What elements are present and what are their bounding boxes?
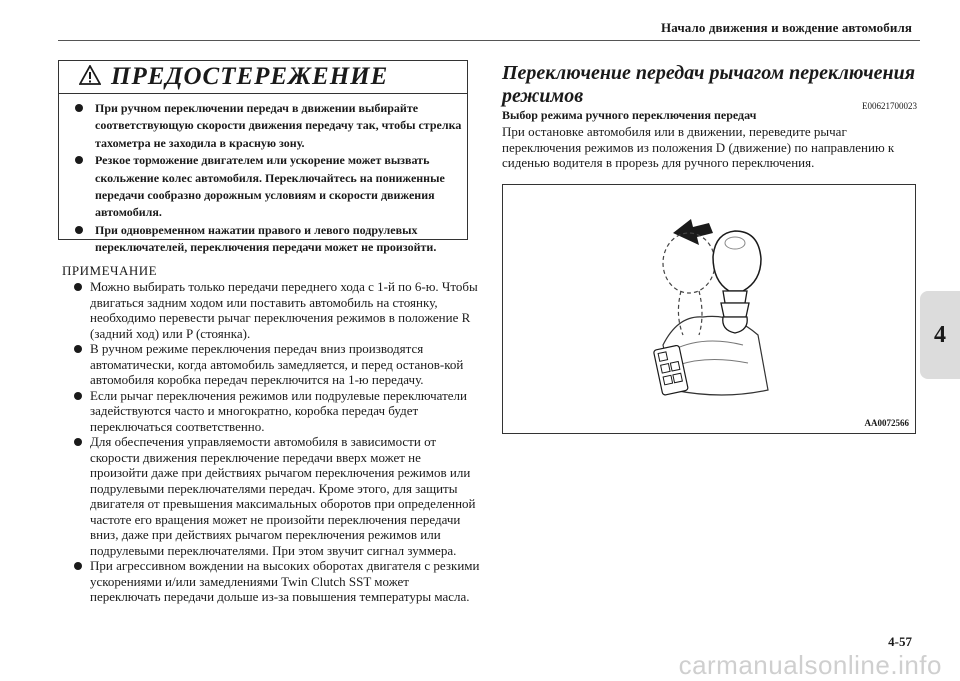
note-item: При агрессивном вождении на высоких оборотах двигателя с резкими ускорениями и/или замедлениями Twin Clutch SST может переключать передачи дольше из-за повышения температуры масла. bbox=[90, 558, 480, 604]
chapter-number: 4 bbox=[934, 321, 946, 348]
note-list bbox=[90, 279, 480, 605]
warning-triangle-icon bbox=[79, 65, 101, 90]
note-item: Если рычаг переключения режимов или подрулевые переключатели задействуются часто и многократно, коробка передач будет переключаться соответственно. bbox=[90, 388, 480, 435]
warning-title: ПРЕДОСТЕРЕЖЕНИЕ bbox=[111, 63, 389, 90]
warning-item: При одновременном нажатии правого и левого подрулевых переключателей, переключения передачи может не произойти. bbox=[95, 222, 467, 257]
warning-list bbox=[59, 100, 467, 257]
page-number: 4-57 bbox=[888, 634, 912, 649]
header-rule bbox=[58, 40, 920, 41]
section-body: При остановке автомобиля или в движении, переведите рычаг переключения режимов из положения D (движение) по направлению к сиденью водителя в прорезь для ручного переключения. bbox=[502, 124, 895, 171]
direction-arrow-icon bbox=[673, 219, 713, 245]
note-item: В ручном режиме переключения передач вниз производятся автоматически, когда автомобиль замедляется, и перед останов-кой автомобиля коробка передач переключится на 1-ю передачу. bbox=[90, 341, 480, 388]
section-title: Переключение передач рычагом переключения режимов bbox=[502, 62, 916, 107]
note-item: Можно выбирать только передачи переднего хода с 1-й по 6-ю. Чтобы двигаться задним ходом или поставить автомобиль на стоянку, необходимо перевести рычаг переключения режимов в положение R (задний ход) или P (стоянка). bbox=[90, 279, 480, 341]
warning-box bbox=[58, 60, 468, 255]
running-header: Начало движения и вождение автомобиля bbox=[661, 20, 912, 35]
figure-box bbox=[502, 184, 916, 434]
watermark: carmanualsonline.info bbox=[678, 650, 942, 680]
warning-item: Резкое торможение двигателем или ускорение может вызвать скольжение колес автомобиля. Переключайтесь на пониженные передачи сообразно дорожным условиям и скорости движения автомобиля. bbox=[95, 152, 467, 222]
chapter-tab bbox=[920, 291, 960, 379]
section-subtitle: Выбор режима ручного переключения передач bbox=[502, 108, 757, 122]
note-item: Для обеспечения управляемости автомобиля в зависимости от скорости движения переключение передачи вверх может не произойти даже при действиях рычагом переключения режимов или подрулевыми переключателями передач. Кроме этого, для защиты двигателя от превышения максимальных оборотов при определенной частоте его вращения может не произойти переключения передачи вниз, даже при действиях рычагом переключения режимов или подрулевыми переключателями. При этом звучит сигнал зуммера. bbox=[90, 434, 480, 558]
section-code: E00621700023 bbox=[862, 101, 917, 111]
warning-header bbox=[59, 61, 467, 94]
gear-lever-illustration bbox=[503, 185, 915, 433]
figure-code: AA0072566 bbox=[864, 418, 909, 428]
note-title: ПРИМЕЧАНИЕ bbox=[62, 263, 158, 278]
warning-item: При ручном переключении передач в движении выбирайте соответствующую скорости движения передачу так, чтобы стрелка тахометра не заходила в красную зону. bbox=[95, 100, 467, 152]
